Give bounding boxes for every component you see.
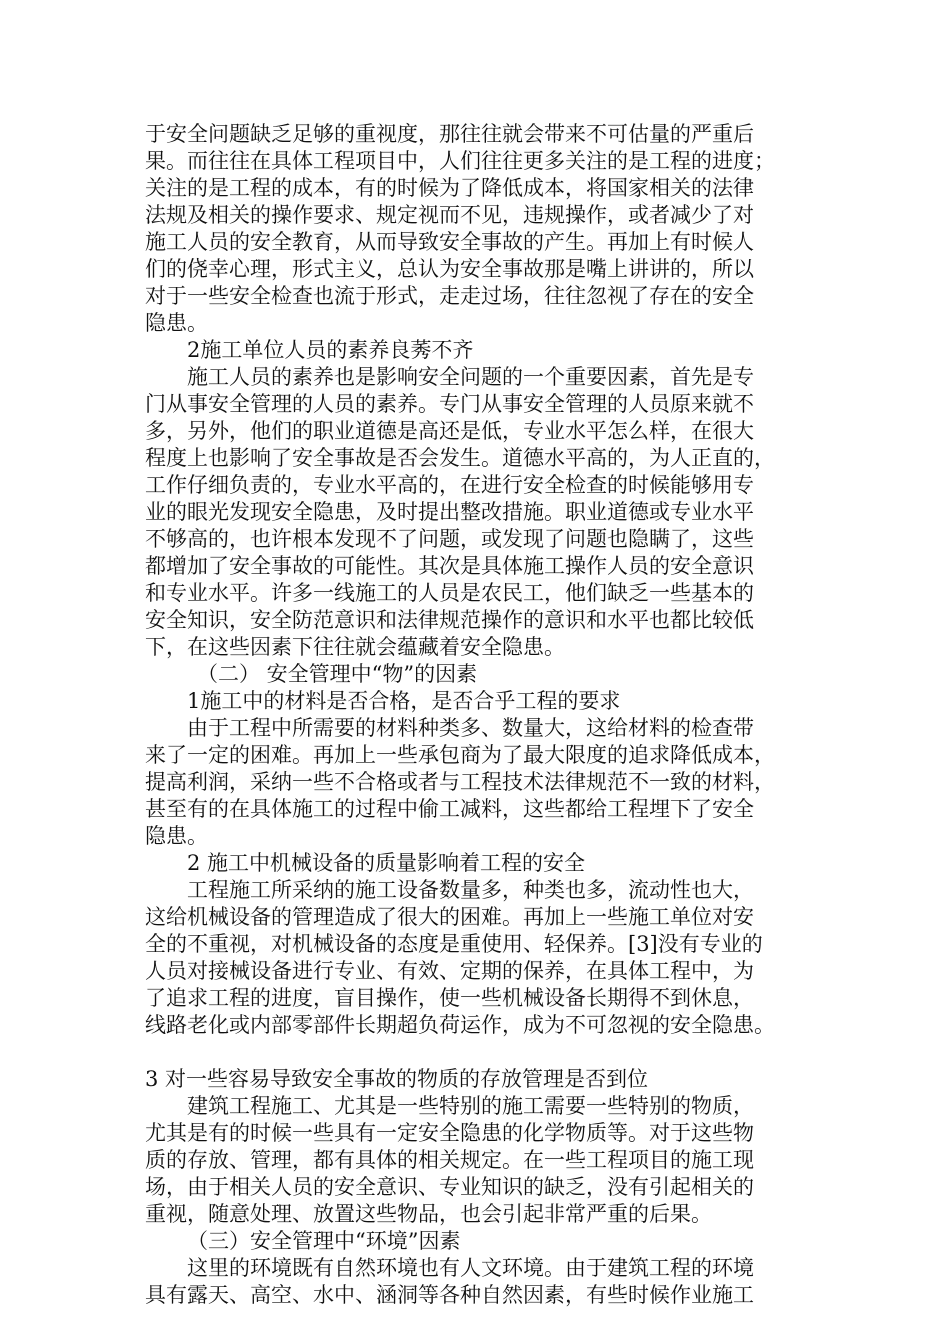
paragraph [145, 877, 810, 1039]
text-line: 这给机械设备的管理造成了很大的困难。再加上一些施工单位对安 [145, 905, 754, 929]
text-line: 程度上也影响了安全事故是否会发生。道德水平高的，为人正直的， [145, 446, 775, 470]
text-line: 安全知识，安全防范意识和法律规范操作的意识和水平也都比较低 [145, 608, 754, 632]
text-line: 关注的是工程的成本，有的时候为了降低成本，将国家相关的法律 [145, 176, 754, 200]
text-line: 多，另外，他们的职业道德是高还是低，专业水平怎么样，在很大 [145, 419, 754, 443]
text-line: 来了一定的困难。再加上一些承包商为了最大限度的追求降低成本， [145, 743, 775, 767]
text-line: 隐患。 [145, 311, 208, 335]
text-line: 2施工单位人员的素养良莠不齐 [187, 338, 474, 362]
text-line: 人员对接械设备进行专业、有效、定期的保养，在具体工程中，为 [145, 959, 754, 983]
text-line: 不够高的，也许根本发现不了问题，或发现了问题也隐瞒了，这些 [145, 527, 754, 551]
text-line: 业的眼光发现安全隐患，及时提出整改措施。职业道德或专业水平 [145, 500, 754, 524]
text-line: （二） 安全管理中“物”的因素 [197, 662, 478, 686]
text-line: 甚至有的在具体施工的过程中偷工减料，这些都给工程埋下了安全 [145, 797, 754, 821]
text-line: 下，在这些因素下往往就会蕴藏着安全隐患。 [145, 635, 565, 659]
document-page [145, 121, 810, 1309]
text-line: 了追求工程的进度，盲目操作，使一些机械设备长期得不到休息， [145, 986, 754, 1010]
text-line: 1施工中的材料是否合格，是否合乎工程的要求 [187, 689, 621, 713]
text-line: 2 施工中机械设备的质量影响着工程的安全 [187, 851, 586, 875]
text-line: 全的不重视，对机械设备的态度是重使用、轻保养。[3]没有专业的 [145, 932, 763, 956]
text-line: 施工人员的安全教育，从而导致安全事故的产生。再加上有时候人 [145, 230, 754, 254]
text-line: 门从事安全管理的人员的素养。专门从事安全管理的人员原来就不 [145, 392, 754, 416]
text-line: 工作仔细负责的，专业水平高的，在进行安全检查的时候能够用专 [145, 473, 754, 497]
text-line: 隐患。 [145, 824, 208, 848]
text-line: 这里的环境既有自然环境也有人文环境。由于建筑工程的环境 [187, 1256, 754, 1280]
paragraph [145, 1093, 810, 1228]
text-line: 3 对一些容易导致安全事故的物质的存放管理是否到位 [145, 1067, 649, 1091]
text-line: （三）安全管理中“环境”因素 [187, 1229, 461, 1253]
text-line: 和专业水平。许多一线施工的人员是农民工，他们缺乏一些基本的 [145, 581, 754, 605]
text-line: 提高利润，采纳一些不合格或者与工程技术法律规范不一致的材料， [145, 770, 775, 794]
text-line: 果。而往往在具体工程项目中，人们往往更多关注的是工程的进度； [145, 149, 775, 173]
paragraph [145, 1255, 810, 1309]
text-line: 建筑工程施工、尤其是一些特别的施工需要一些特别的物质， [187, 1094, 754, 1118]
text-line: 质的存放、管理，都有具体的相关规定。在一些工程项目的施工现 [145, 1148, 754, 1172]
text-line: 们的侥幸心理，形式主义，总认为安全事故那是嘴上讲讲的，所以 [145, 257, 754, 281]
blank-line [145, 1039, 810, 1066]
text-line: 工程施工所采纳的施工设备数量多，种类也多，流动性也大， [187, 878, 754, 902]
text-line: 施工人员的素养也是影响安全问题的一个重要因素，首先是专 [187, 365, 754, 389]
text-line: 场，由于相关人员的安全意识、专业知识的缺乏，没有引起相关的 [145, 1175, 754, 1199]
text-line: 法规及相关的操作要求、规定视而不见，违规操作，或者减少了对 [145, 203, 754, 227]
text-line: 重视，随意处理、放置这些物品，也会引起非常严重的后果。 [145, 1202, 712, 1226]
section-heading [145, 661, 810, 688]
section-heading [145, 1228, 810, 1255]
section-heading [145, 850, 810, 877]
text-line: 具有露天、高空、水中、涵洞等各种自然因素，有些时候作业施工 [145, 1283, 754, 1307]
text-line: 由于工程中所需要的材料种类多、数量大，这给材料的检查带 [187, 716, 754, 740]
text-line: 都增加了安全事故的可能性。其次是具体施工操作人员的安全意识 [145, 554, 754, 578]
section-heading [145, 688, 810, 715]
text-line: 对于一些安全检查也流于形式，走走过场，往往忽视了存在的安全 [145, 284, 754, 308]
text-line: 于安全问题缺乏足够的重视度，那往往就会带来不可估量的严重后 [145, 122, 754, 146]
section-heading [145, 337, 810, 364]
paragraph [145, 121, 810, 337]
paragraph [145, 1066, 810, 1093]
paragraph [145, 364, 810, 661]
text-line: 尤其是有的时候一些具有一定安全隐患的化学物质等。对于这些物 [145, 1121, 754, 1145]
paragraph [145, 715, 810, 850]
text-line: 线路老化或内部零部件长期超负荷运作，成为不可忽视的安全隐患。 [145, 1013, 775, 1037]
